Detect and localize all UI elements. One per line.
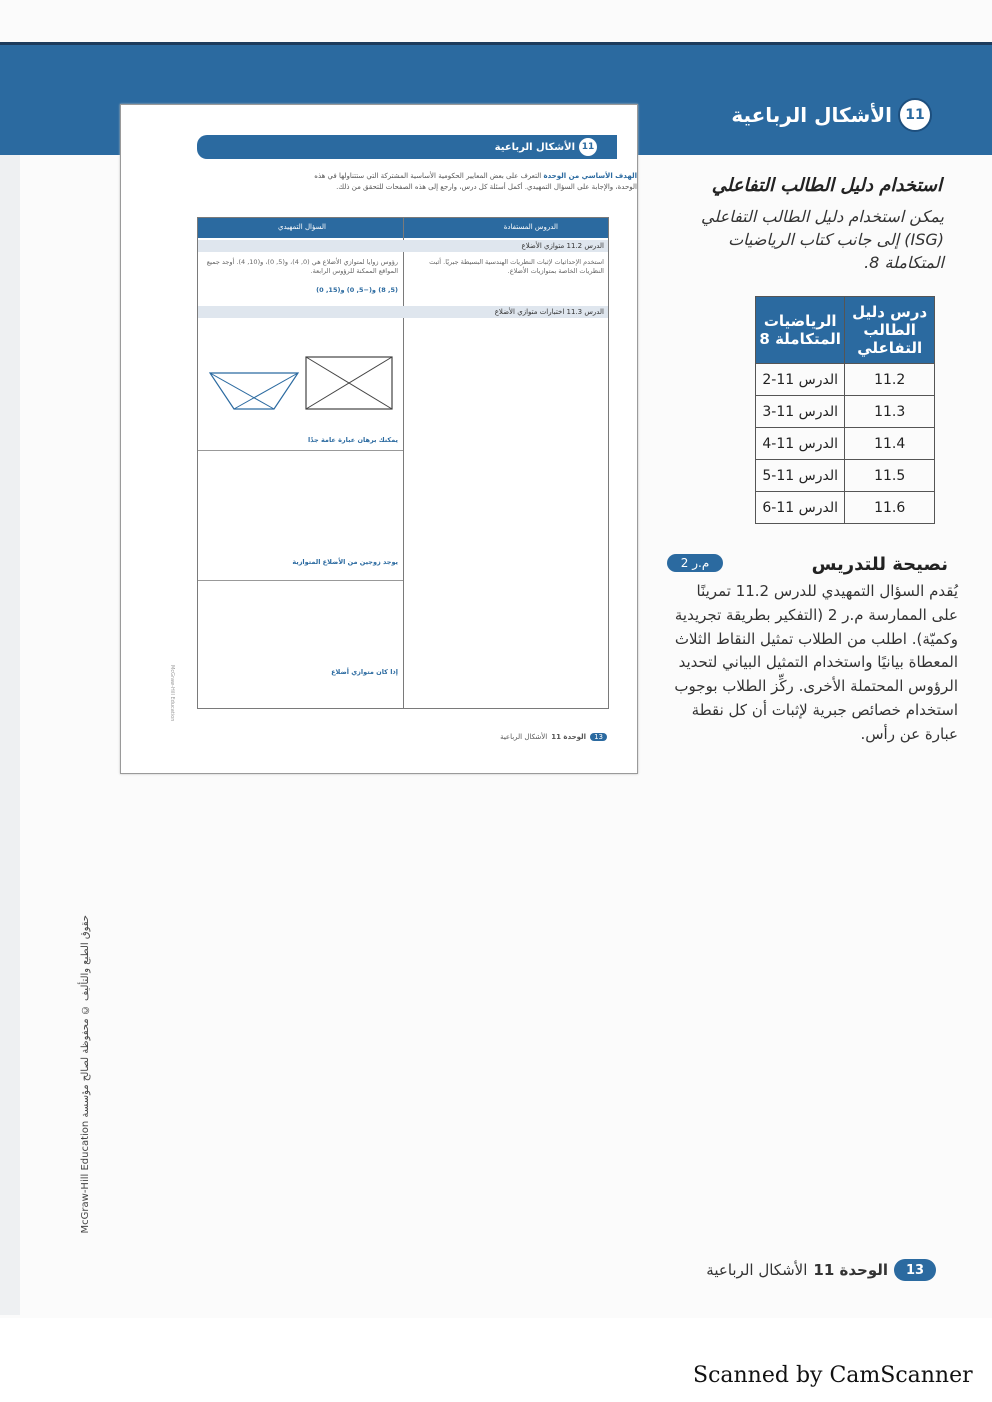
practice-badge: م.ر 2 — [667, 554, 723, 572]
thumbnail-page: 13 — [590, 733, 607, 741]
col-question: السؤال التمهيدي — [278, 223, 326, 231]
answer-1: (5, 8) و(−5, 0) و(15, 0) — [316, 286, 398, 294]
quadrilateral-sketches — [206, 353, 396, 433]
tip-heading: نصيحة للتدريس — [811, 554, 948, 575]
math-cell: الدرس 11-5 — [756, 460, 845, 492]
chapter-title-text: الأشكال الرباعية — [731, 103, 892, 127]
table-divider — [403, 218, 404, 708]
col-math-header: الرياضيات المتكاملة 8 — [756, 297, 845, 364]
isg-cell: 11.5 — [845, 460, 935, 492]
isg-cell: 11.6 — [845, 492, 935, 524]
answer-2: يمكنك برهان عبارة عامة جدًا — [308, 436, 398, 444]
chapter-number: 11 — [898, 98, 932, 132]
cell-question-1: رؤوس زوايا لمتوازي الأضلاع هي (0, 4)، و(5, 0)، و(10, 4). أوجد جميع المواقع الممكنة للرؤوس الرابعة. — [206, 258, 398, 275]
lesson-row-1: الدرس 11.2 متوازي الأضلاع — [198, 240, 608, 252]
isg-table — [755, 296, 935, 524]
thumbnail-goal — [307, 171, 637, 193]
row-rule-2 — [198, 580, 403, 581]
publisher-credit: McGraw-Hill Education حقوق الطبع والتأليف © محفوظة لصالح مؤسسة — [80, 915, 91, 1234]
cell-standards-1: استخدم الإحداثيات لإثبات النظريات الهندسية البسيطة جبريًا. أثبت النظريات الخاصة بمتوازيات الأضلاع. — [429, 258, 604, 275]
thumbnail-side-note: McGraw-Hill Education — [169, 665, 175, 722]
col-isg-header: درس دليل الطالب التفاعلي — [845, 297, 935, 364]
lessons-table — [197, 217, 609, 709]
row-rule — [198, 450, 403, 451]
student-page-thumbnail — [120, 104, 638, 774]
math-cell: الدرس 11-3 — [756, 396, 845, 428]
thumbnail-footer — [500, 733, 607, 741]
goal-text: التعرف على بعض المعايير الحكومية الأساسية المشتركة التي ستتناولها في هذه الوحدة، والإجابة على السؤال التمهيدي. أكمل أسئلة كل درس، وارجع إلى هذه الصفحات للتحقق من ذلك. — [314, 172, 637, 191]
isg-cell: 11.2 — [845, 364, 935, 396]
page-footer — [706, 1259, 936, 1281]
page-number: 13 — [894, 1259, 936, 1281]
thumbnail-footer-title: الأشكال الرباعية — [500, 733, 548, 741]
table-row — [756, 364, 935, 396]
tip-body: يُقدم السؤال التمهيدي للدرس 11.2 تمرينًا على الممارسة م.ر 2 (التفكير بطريقة تجريدية وكميّة). اطلب من الطلاب تمثيل النقاط الثلاث المعطاة بيانيًا واستخدام التمثيل البياني لتحديد الرؤوس المحتملة الأخرى. ركِّز الطلاب بوجوب استخدام خصائص جبرية لإثبات أن كل نقطة عبارة عن رأس. — [674, 582, 958, 743]
side-strip — [0, 155, 20, 1315]
footer-unit: الوحدة 11 — [813, 1261, 888, 1279]
scanner-watermark: Scanned by CamScanner — [693, 1363, 973, 1388]
isg-heading: استخدام دليل الطالب التفاعلي — [711, 175, 942, 196]
table-row — [756, 460, 935, 492]
math-cell: الدرس 11-6 — [756, 492, 845, 524]
goal-label: الهدف الأساسي من الوحدة — [543, 172, 637, 180]
table-row — [756, 492, 935, 524]
thumbnail-title — [495, 138, 597, 156]
isg-cell: 11.3 — [845, 396, 935, 428]
thumbnail-unit: الوحدة 11 — [551, 733, 587, 741]
thumbnail-number: 11 — [579, 138, 597, 156]
col-lessons: الدروس المستفادة — [503, 223, 558, 231]
lesson-row-2: الدرس 11.3 اختبارات متوازي الأضلاع — [198, 306, 608, 318]
answer-4: إذا كان متوازي أضلاع — [331, 668, 398, 676]
thumbnail-title-text: الأشكال الرباعية — [494, 141, 575, 153]
table-row — [756, 428, 935, 460]
math-cell: الدرس 11-4 — [756, 428, 845, 460]
answer-3: يوجد زوجين من الأضلاع المتوازية — [292, 558, 398, 566]
footer-title: الأشكال الرباعية — [706, 1261, 808, 1279]
chapter-title — [731, 98, 932, 132]
isg-cell: 11.4 — [845, 428, 935, 460]
math-cell: الدرس 11-2 — [756, 364, 845, 396]
isg-body: يمكن استخدام دليل الطالب التفاعلي (ISG) إلى جانب كتاب الرياضيات المتكاملة 8. — [701, 207, 944, 272]
table-row — [756, 396, 935, 428]
